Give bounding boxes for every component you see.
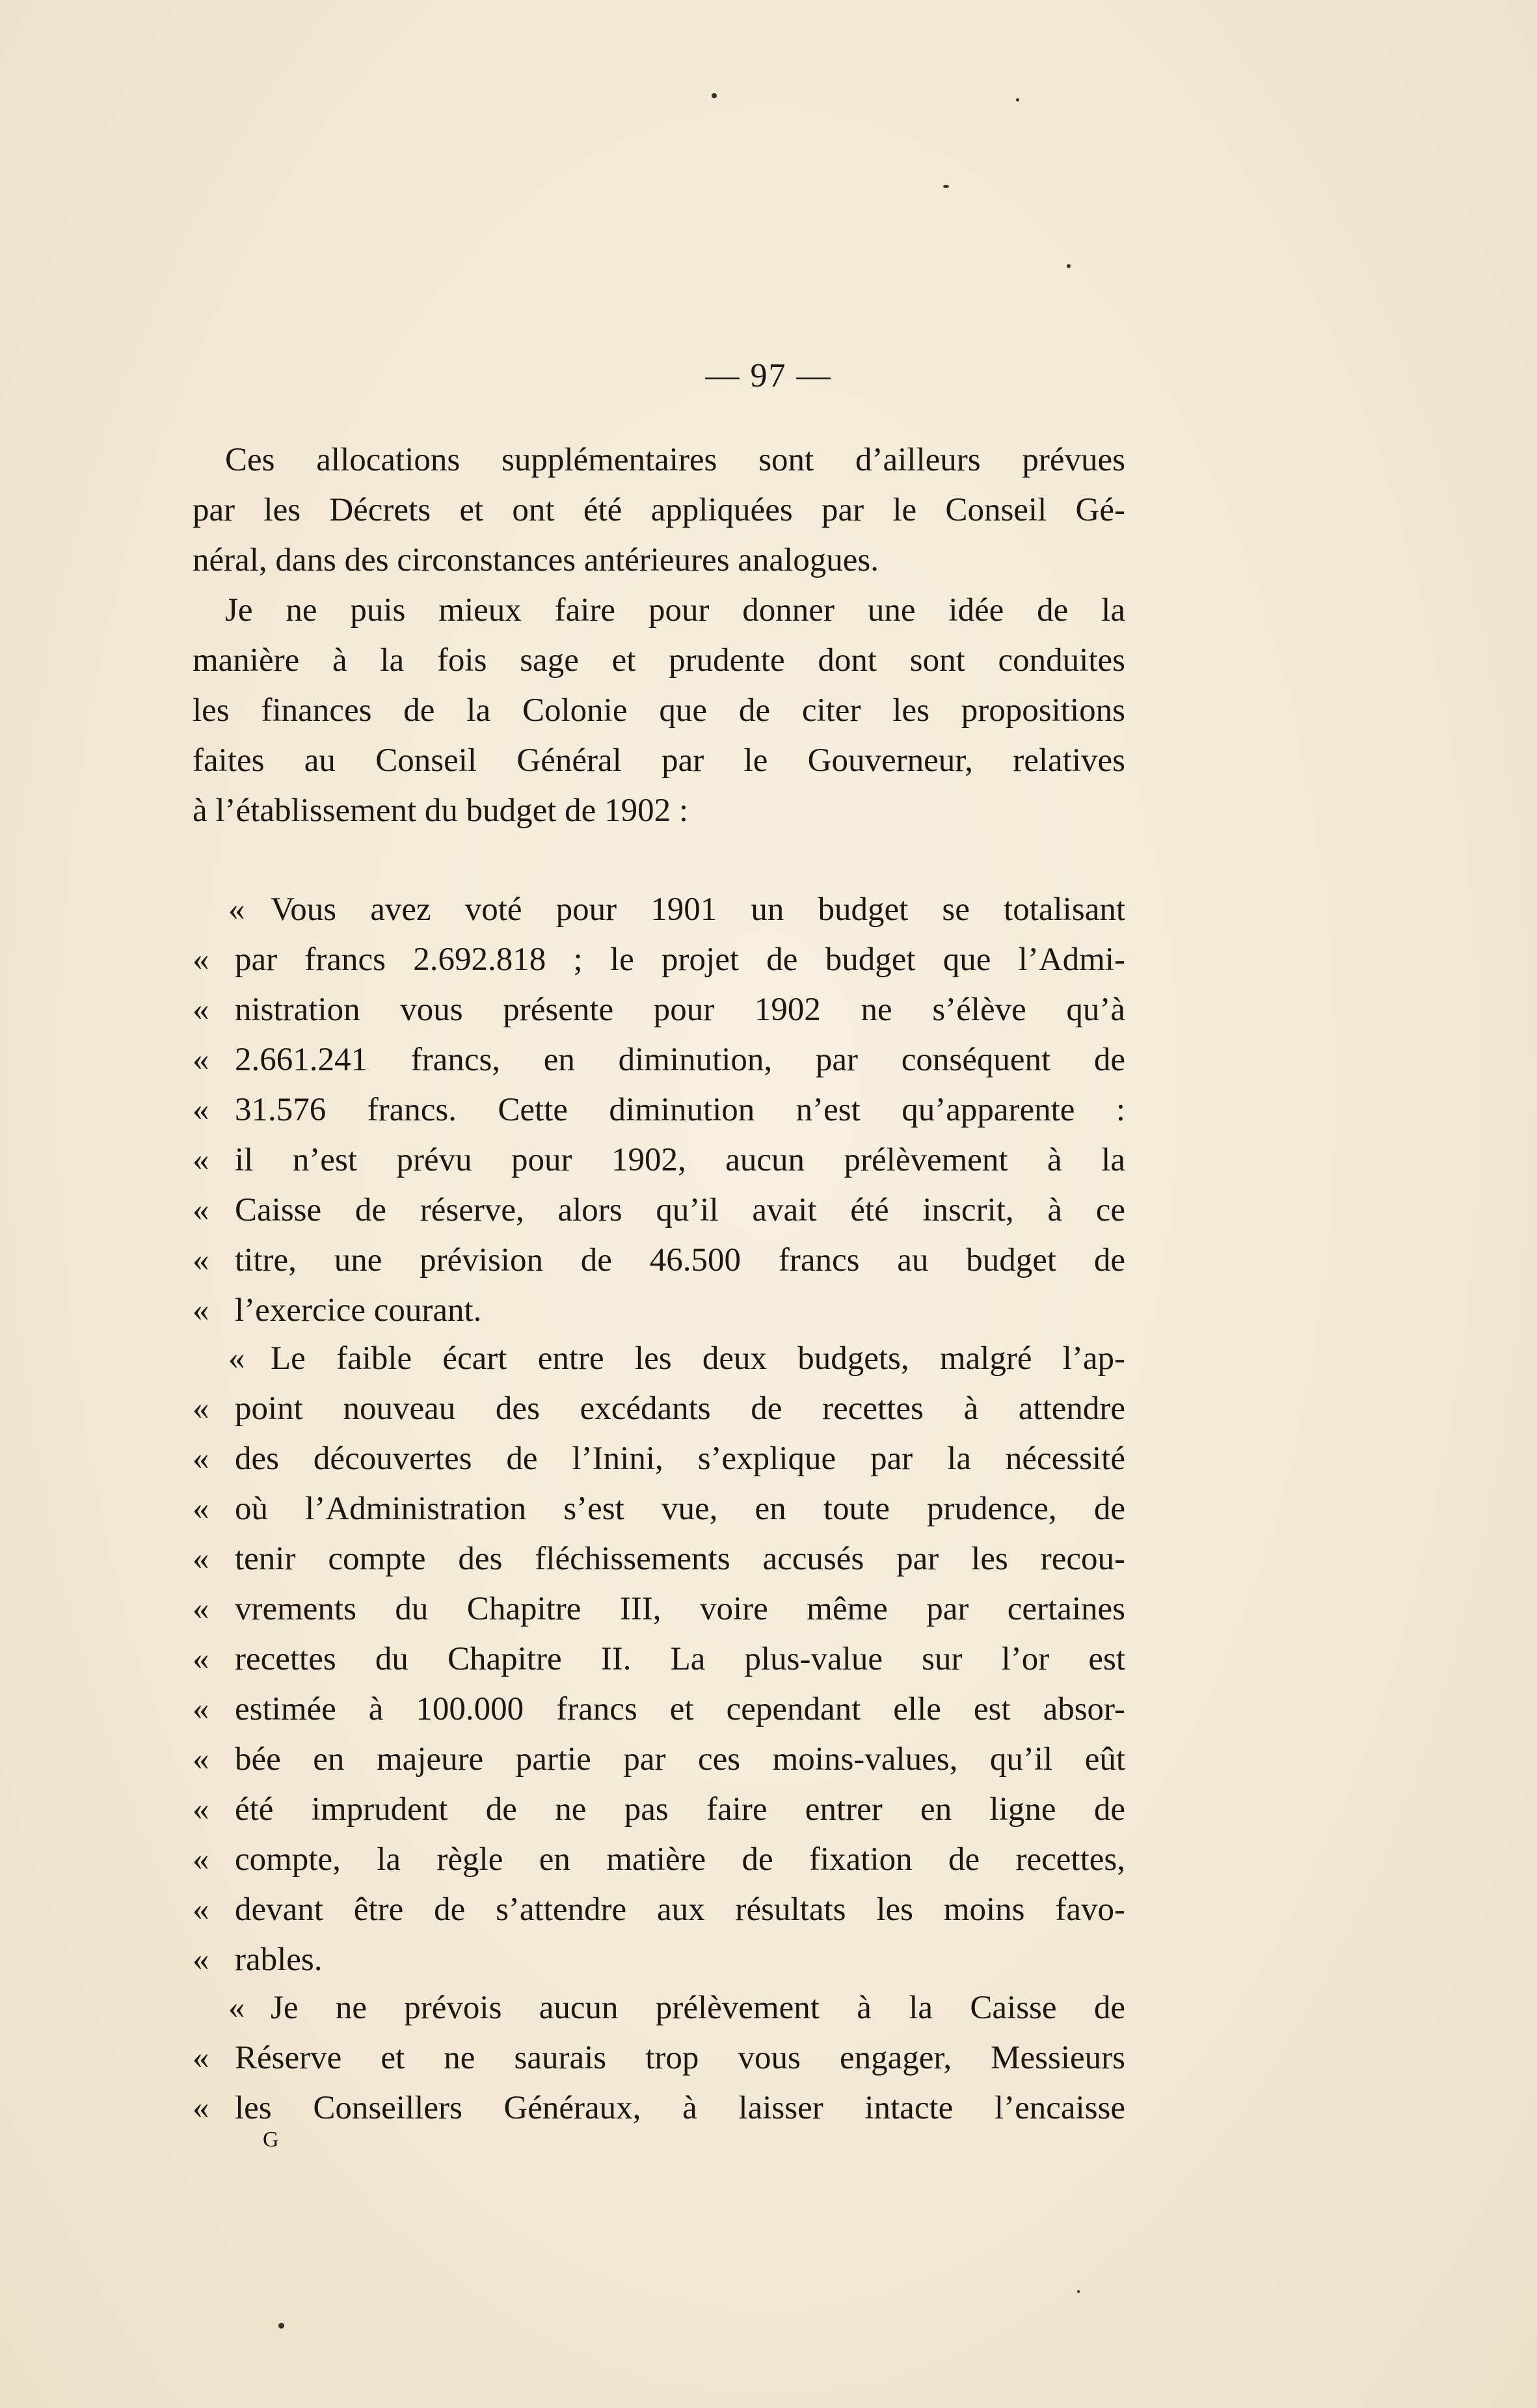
- quote-mark: «: [193, 2040, 209, 2076]
- quote-line: [193, 1684, 1125, 1735]
- text-line: manière à la fois sage et prudente dont sont conduites: [193, 642, 1125, 679]
- ink-speck: [278, 2323, 284, 2329]
- quote-line: [193, 1185, 1125, 1236]
- quote-mark: «: [193, 1192, 209, 1228]
- quote-mark: «: [193, 1791, 209, 1828]
- quote-line: [193, 1135, 1125, 1185]
- quote-text: estimée à 100.000 francs et cependant elle est absor-: [235, 1691, 1125, 1727]
- quote-text: Réserve et ne saurais trop vous engager, Messieurs: [235, 2040, 1125, 2076]
- quote-line: [193, 1983, 1125, 2033]
- quote-text: 2.661.241 francs, en diminution, par conséquent de: [235, 1042, 1125, 1078]
- quote-line: [193, 1384, 1125, 1434]
- quote-text: titre, une prévision de 46.500 francs au budget de: [235, 1242, 1125, 1278]
- quote-line: [193, 1434, 1125, 1484]
- quote-text: les Conseillers Généraux, à laisser intacte l’encaisse: [235, 2090, 1125, 2126]
- quote-text: nistration vous présente pour 1902 ne s’élève qu’à: [235, 992, 1125, 1028]
- text-line: les finances de la Colonie que de citer les propositions: [193, 692, 1125, 729]
- text-line: Ces allocations supplémentaires sont d’ailleurs prévues: [225, 442, 1125, 478]
- quote-text: des découvertes de l’Inini, s’explique par la nécessité: [235, 1441, 1125, 1477]
- quote-text: Le faible écart entre les deux budgets, malgré l’ap-: [271, 1340, 1125, 1377]
- quote-line: [193, 1534, 1125, 1584]
- quote-line: [193, 1785, 1125, 1835]
- quote-mark: «: [193, 1841, 209, 1878]
- quote-text: bée en majeure partie par ces moins-values, qu’il eût: [235, 1741, 1125, 1778]
- quote-mark: «: [193, 1941, 209, 1978]
- quote-line: [193, 1236, 1125, 1286]
- quote-mark: «: [193, 1891, 209, 1928]
- quoted-paragraph-3: [193, 1983, 1125, 2133]
- quote-text: tenir compte des fléchissements accusés par les recou-: [235, 1541, 1125, 1577]
- text-line: néral, dans des circonstances antérieures analogues.: [193, 542, 879, 578]
- quote-line: [193, 985, 1125, 1035]
- quote-mark: «: [193, 992, 209, 1028]
- quote-line: [193, 1835, 1125, 1885]
- ink-speck: [943, 185, 949, 188]
- quote-mark: «: [193, 1441, 209, 1477]
- quote-mark: «: [193, 1092, 209, 1128]
- quote-text: point nouveau des excédants de recettes à attendre: [235, 1390, 1125, 1427]
- quote-line: [193, 2083, 1125, 2133]
- quote-text: où l’Administration s’est vue, en toute prudence, de: [235, 1491, 1125, 1527]
- quote-mark: «: [193, 1292, 209, 1329]
- text-line: à l’établissement du budget de 1902 :: [193, 792, 688, 829]
- quote-mark: «: [193, 1691, 209, 1727]
- quote-line: [193, 885, 1125, 935]
- quote-text: vrements du Chapitre III, voire même par certaines: [235, 1591, 1125, 1627]
- quote-mark: «: [193, 1741, 209, 1778]
- quote-text: l’exercice courant.: [235, 1292, 482, 1329]
- paragraph-intro-1: [193, 435, 1125, 586]
- quote-text: compte, la règle en matière de fixation de recettes,: [235, 1841, 1125, 1878]
- quote-mark: «: [193, 1491, 209, 1527]
- quoted-paragraph-2: [193, 1334, 1125, 1985]
- quote-line: [193, 1286, 1125, 1336]
- page-number: — 97 —: [705, 357, 832, 394]
- quote-line: [193, 1085, 1125, 1135]
- quote-text: été imprudent de ne pas faire entrer en ligne de: [235, 1791, 1125, 1828]
- quote-line: [193, 1035, 1125, 1085]
- quote-line: [193, 1484, 1125, 1534]
- quote-text: rables.: [235, 1941, 323, 1978]
- signature-mark: G: [263, 2128, 280, 2152]
- ink-speck: [1077, 2290, 1080, 2293]
- quote-text: recettes du Chapitre II. La plus-value sur l’or est: [235, 1641, 1125, 1677]
- quote-line: [193, 935, 1125, 985]
- quote-mark: «: [193, 1242, 209, 1278]
- quoted-paragraph-1: [193, 885, 1125, 1336]
- quote-line: [193, 1584, 1125, 1634]
- text-line: faites au Conseil Général par le Gouverneur, relatives: [193, 742, 1125, 779]
- quote-mark: «: [228, 891, 245, 928]
- quote-mark: «: [193, 1541, 209, 1577]
- quote-line: [193, 1634, 1125, 1684]
- quote-line: [193, 2033, 1125, 2083]
- quote-text: Caisse de réserve, alors qu’il avait été inscrit, à ce: [235, 1192, 1125, 1228]
- quote-mark: «: [193, 1591, 209, 1627]
- ink-speck: [1067, 264, 1071, 268]
- quote-text: il n’est prévu pour 1902, aucun prélèvement à la: [235, 1142, 1125, 1178]
- ink-speck: [712, 93, 717, 98]
- quote-text: 31.576 francs. Cette diminution n’est qu’apparente :: [235, 1092, 1125, 1128]
- text-line: Je ne puis mieux faire pour donner une idée de la: [225, 592, 1125, 629]
- quote-mark: «: [193, 1042, 209, 1078]
- quote-mark: «: [228, 1990, 245, 2026]
- text-line: par les Décrets et ont été appliquées par le Conseil Gé-: [193, 492, 1125, 528]
- quote-text: Vous avez voté pour 1901 un budget se totalisant: [271, 891, 1125, 928]
- quote-line: [193, 1334, 1125, 1384]
- quote-text: devant être de s’attendre aux résultats les moins favo-: [235, 1891, 1125, 1928]
- quote-mark: «: [193, 2090, 209, 2126]
- quote-line: [193, 1885, 1125, 1935]
- quote-line: [193, 1735, 1125, 1785]
- quote-line: [193, 1935, 1125, 1985]
- paragraph-intro-2: [193, 586, 1125, 836]
- quote-mark: «: [193, 941, 209, 978]
- quote-mark: «: [193, 1641, 209, 1677]
- quote-mark: «: [193, 1142, 209, 1178]
- ink-speck: [1016, 98, 1019, 101]
- quote-text: Je ne prévois aucun prélèvement à la Caisse de: [271, 1990, 1125, 2026]
- quote-text: par francs 2.692.818 ; le projet de budget que l’Admi-: [235, 941, 1125, 978]
- quote-mark: «: [228, 1340, 245, 1377]
- quote-mark: «: [193, 1390, 209, 1427]
